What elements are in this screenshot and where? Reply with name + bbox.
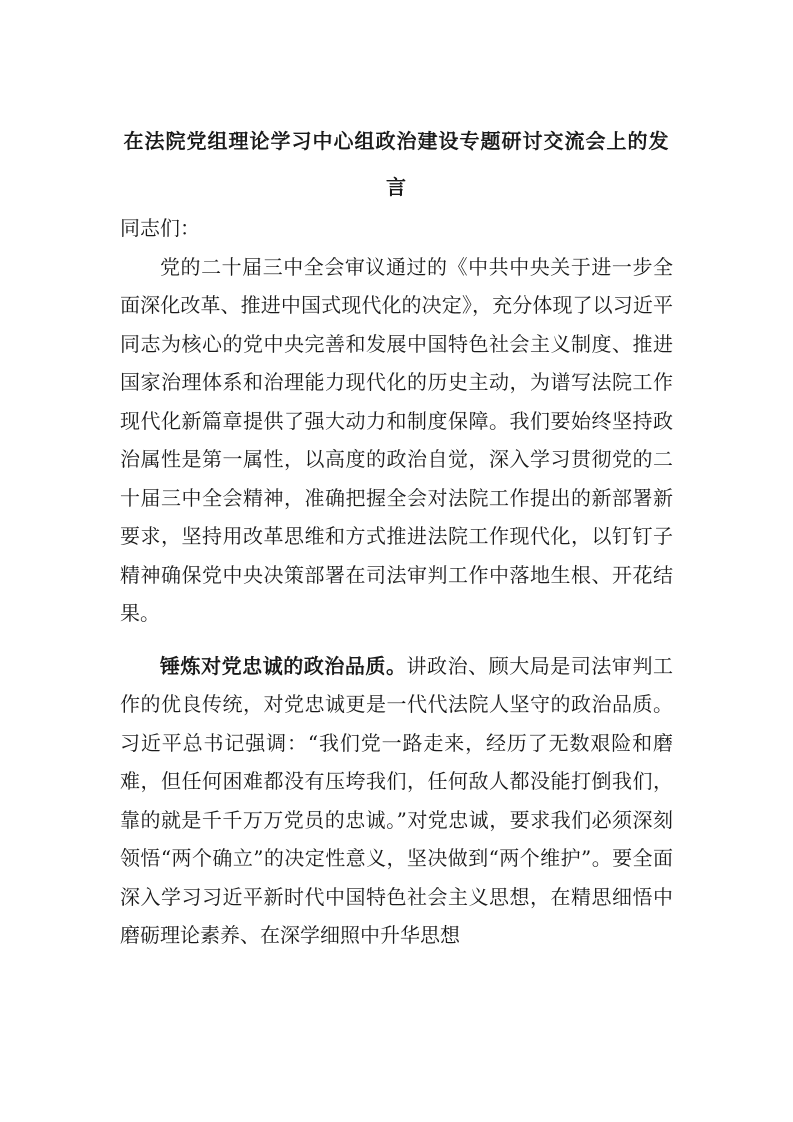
salutation: 同志们：: [120, 216, 200, 240]
paragraph-text: 党的二十届三中全会审议通过的《中共中央关于进一步全面深化改革、推进中国式现代化的决定》，充分体现了以习近平同志为核心的党中央完善和发展中国特色社会主义制度、推进国家治理体系和治理能力现代化的历史主动，为谱写法院工作现代化新篇章提供了强大动力和制度保障。我们要始终坚持政治属性是第一属性，以高度的政治自觉，深入学习贯彻党的二十届三中全会精神，准确把握全会对法院工作提出的新部署新要求，坚持用改革思维和方式推进法院工作现代化，以钉钉子精神确保党中央决策部署在司法审判工作中落地生根、开花结果。: [120, 254, 673, 625]
paragraph-intro: [120, 248, 673, 633]
paragraph-lead: 锤炼对党忠诚的政治品质。: [160, 653, 407, 678]
document-title: 在法院党组理论学习中心组政治建设专题研讨交流会上的发言: [123, 129, 670, 199]
document-body: [120, 209, 673, 969]
paragraph-text: 讲政治、顾大局是司法审判工作的优良传统，对党忠诚更是一代代法院人坚守的政治品质。习近平总书记强调：“我们党一路走来，经历了无数艰险和磨难，但任何困难都没有压垮我们，任何敌人都没能打倒我们，靠的就是千千万万党员的忠诚。”对党忠诚，要求我们必须深刻领悟“两个确立”的决定性意义，坚决做到“两个维护”。要全面深入学习习近平新时代中国特色社会主义思想，在精思细悟中磨砺理论素养、在深学细照中升华思想: [120, 653, 673, 947]
paragraph-loyalty: [120, 647, 673, 955]
